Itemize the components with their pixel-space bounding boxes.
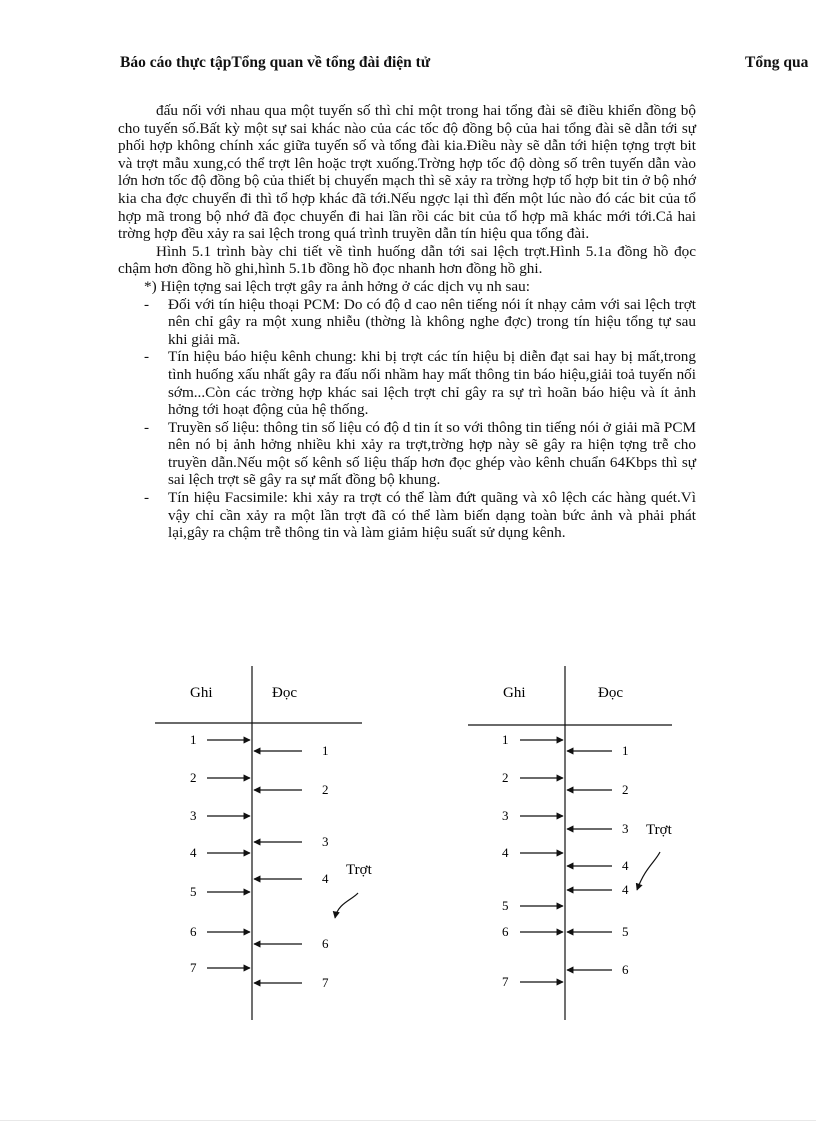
- body-text: [118, 102, 696, 542]
- slip-label: Trợt: [346, 862, 372, 878]
- bullet-item: [144, 348, 696, 418]
- diagram-a: [155, 666, 373, 1020]
- slot-number: 1: [190, 732, 197, 747]
- slot-number: 2: [502, 770, 509, 785]
- paragraph-2: Hình 5.1 trình bày chi tiết về tình huống dẫn tới sai lệch trợt.Hình 5.1a đồng hồ đọc chậm hơn đồng hồ ghi,hình 5.1b đồng hồ đọc nhanh hơn đồng hồ ghi.: [118, 242, 696, 278]
- slot-number: 7: [322, 975, 329, 990]
- slot-number: 3: [190, 808, 197, 823]
- diagram-b: [468, 666, 673, 1020]
- slot-number: 3: [322, 834, 329, 849]
- slot-number: 5: [190, 884, 197, 899]
- slot-number: 6: [190, 924, 197, 939]
- slip-arrow: [335, 893, 358, 918]
- slot-number: 5: [622, 924, 629, 939]
- slot-number: 1: [622, 743, 629, 758]
- write-arrows: [190, 732, 250, 975]
- slip-figure: [0, 650, 816, 1030]
- slot-number: 4: [322, 871, 329, 886]
- header-title-right: Tổng qua: [745, 54, 809, 71]
- bullet-dash: -: [144, 348, 150, 366]
- paragraph-1: đấu nối với nhau qua một tuyến số thì chỉ một trong hai tổng đài sẽ điều khiển đồng bộ cho tuyến số.Bất kỳ một sự sai khác nào của các tốc độ đồng bộ của hai tổng đài sẽ dẫn tới sự phối hợp không chính xác giữa tuyến số và tổng đài kia.Điều này sẽ dẫn tới hiện tợng trợt bit và trợt mẫu xung,có thể trợt lên hoặc trợt xuống.Trờng hợp tốc độ dòng số trên tuyến dẫn vào lớn hơn tốc độ đồng bộ của thiết bị chuyển mạch thì sẽ xảy ra trờng hợp tổ hợp bit tin ở bộ nhớ kia cha đợc chuyển đi thì tổ hợp khác đã tới.Nếu ngợc lại thì đến một lúc nào đó các bit của tổ hợp mã trong bộ nhớ đã đọc chuyển đi hai lần rồi các bit của tổ hợp mã khác mới tới.Cả hai trờng hợp đều xảy ra sai lệch trong quá trình truyền dẫn tín hiệu qua tổng đài.: [118, 102, 696, 243]
- bullet-dash: -: [144, 489, 150, 507]
- bullet-item: [144, 296, 696, 349]
- slot-number: 2: [322, 782, 329, 797]
- slot-number: 3: [502, 808, 509, 823]
- write-arrows: [502, 732, 563, 989]
- bullet-dash: -: [144, 418, 150, 436]
- slot-number: 4: [190, 845, 197, 860]
- read-arrows: [567, 743, 629, 977]
- bullet-text: Tín hiệu Facsimile: khi xảy ra trợt có thể làm đứt quãng và xô lệch các hàng quét.Vì vậy chỉ cần xảy ra một lần trợt đã có thể làm biến dạng toàn bức ảnh và phải phát lại,gây ra chậm trễ thông tin và làm giảm hiệu suất sử dụng kênh.: [168, 489, 696, 542]
- read-label: Đọc: [272, 685, 297, 701]
- slot-number: 1: [322, 743, 329, 758]
- slot-number: 7: [190, 960, 197, 975]
- effects-intro: *) Hiện tợng sai lệch trợt gây ra ảnh hởng ở các dịch vụ nh sau:: [144, 277, 530, 295]
- bullet-text: Truyền số liệu: thông tin số liệu có độ d tin ít so với thông tin tiếng nói ở giải mã PCM nên nó bị ảnh hởng nhiều khi xảy ra trợt,trờng hợp này sẽ gây ra hiện tợng trễ cho truyền dẫn.Nếu một số kênh số liệu thấp hơn đọc ghép vào kênh chuẩn 64Kbps thì sự sai lệch trợt sẽ gây ra sự mất đồng bộ khung.: [168, 418, 696, 489]
- slot-number: 2: [622, 782, 629, 797]
- slip-arrow: [637, 852, 660, 890]
- bullet-item: [144, 419, 696, 489]
- slot-number: 3: [622, 821, 629, 836]
- bullet-text: Đối với tín hiệu thoại PCM: Do có độ d cao nên tiếng nói ít nhạy cảm với sai lệch trợt nên chỉ gây ra một xung nhiễu (thờng là không nghe đợc) trong tín hiệu tổng tự sau khi giải mã.: [168, 295, 696, 348]
- bullet-item: [144, 489, 696, 542]
- read-label: Đọc: [598, 685, 623, 701]
- slot-number: 6: [502, 924, 509, 939]
- slot-number: 4: [622, 858, 629, 873]
- header-title: Báo cáo thực tậpTổng quan về tổng đài điện tử: [120, 54, 431, 71]
- slot-number: 2: [190, 770, 197, 785]
- slip-label: Trợt: [646, 822, 672, 838]
- bullet-dash: -: [144, 295, 150, 313]
- slot-number: 1: [502, 732, 509, 747]
- bullet-text: Tín hiệu báo hiệu kênh chung: khi bị trợt các tín hiệu bị diễn đạt sai hay bị mất,trong tình huống xấu nhất gây ra đấu nối nhầm hay mất thông tin báo hiệu,giải toả tuyến nối sớm...Còn các trờng hợp khác sai lệch trợt chỉ gây ra sự trì hoãn báo hiệu và ít ảnh hởng tới hoạt động của hệ thống.: [168, 348, 696, 419]
- slot-number: 6: [622, 962, 629, 977]
- write-label: Ghi: [190, 685, 213, 701]
- page-bottom-rule: [0, 1120, 816, 1121]
- slot-number: 4: [502, 845, 509, 860]
- slot-number: 7: [502, 974, 509, 989]
- write-label: Ghi: [503, 685, 526, 701]
- slot-number: 6: [322, 936, 329, 951]
- slot-number: 4: [622, 882, 629, 897]
- slot-number: 5: [502, 898, 509, 913]
- read-arrows: [254, 743, 329, 990]
